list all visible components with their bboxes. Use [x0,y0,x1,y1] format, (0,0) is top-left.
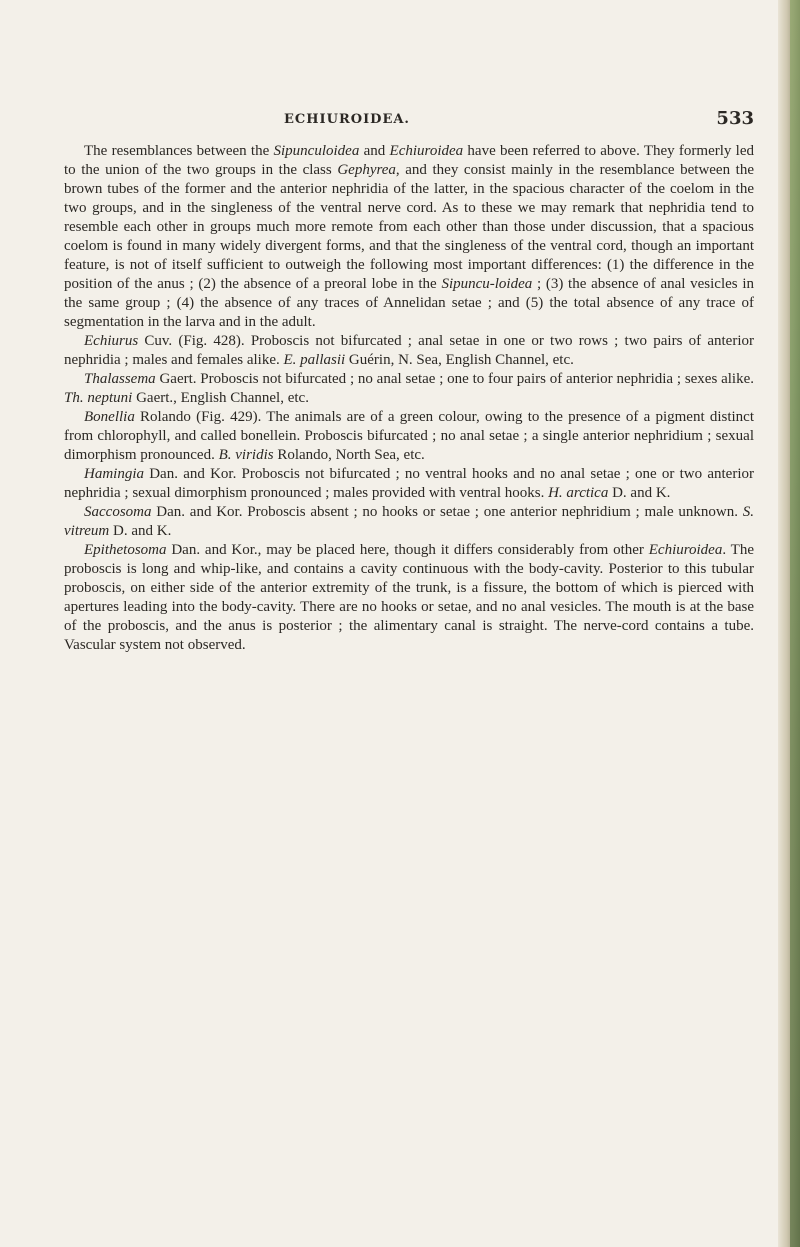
text-run: Dan. and Kor. Proboscis absent ; no hooks or setae ; one anterior nephridium ; male unknown. [151,504,743,520]
text-run: The resemblances between the [84,143,274,159]
text-run: D. and K. [608,485,671,501]
text-run: Gaert., English Channel, etc. [132,390,309,406]
page-number: 533 [716,108,754,129]
text-run: Dan. and Kor. Proboscis not bifurcated ; no ventral hooks and no anal setae ; one or two anterior nephridia ; sexual dimorphism pronounced ; males provided with ventral hooks. [64,466,754,501]
italic-term: Epithetosoma [84,542,167,558]
italic-term: Echiuroidea [648,542,723,558]
paragraph-bonellia [64,408,754,465]
body-text [64,142,754,655]
text-run: Rolando (Fig. 429). The animals are of a green colour, owing to the presence of a pigment distinct from chlorophyll, and called bonellein. Proboscis bifurcated ; no anal setae ; a single anterior nephridium ; sexual dimorphism pronounced. [64,409,754,463]
text-run: D. and K. [109,523,172,539]
page-edge-shadow [778,0,800,1247]
page-header [64,108,754,132]
page-edge-tint [790,0,800,1247]
italic-term: Thalassema [84,371,156,387]
italic-term: Saccosoma [84,504,152,520]
text-run: Rolando, North Sea, etc. [273,447,425,463]
text-run: Guérin, N. Sea, English Channel, etc. [345,352,574,368]
italic-term: B. viridis [218,447,274,463]
text-run: ; (3) the absence of anal vesicles in the same group ; (4) the absence of any traces of Annelidan setae ; and (5) the total absence of any trace of segmentation in the larva and in the adult. [64,276,754,330]
paragraph-intro [64,142,754,332]
italic-term: Echiurus [84,333,139,349]
text-run: and [359,143,390,159]
text-run: . The proboscis is long and whip-like, and contains a cavity continuous with the body-cavity. Posterior to this tubular proboscis, on either side of the anterior extremity of the trunk, is a fissure, the bottom of which is pierced with apertures leading into the body-cavity. There are no hooks or setae, and no anal vesicles. The mouth is at the base of the proboscis, and the anus is posterior ; the alimentary canal is straight. The nerve-cord contains a tube. Vascular system not observed. [64,542,754,653]
text-run: Gaert. Proboscis not bifurcated ; no anal setae ; one to four pairs of anterior nephridia ; sexes alike. [155,371,754,387]
italic-term: Sipunculoidea [273,143,360,159]
text-run: Cuv. (Fig. 428). Proboscis not bifurcated ; anal setae in one or two rows ; two pairs of anterior nephridia ; males and females alike. [64,333,754,368]
text-run: , and they consist mainly in the resemblance between the brown tubes of the former and the anterior nephridia of the latter, in the spacious character of the coelom in the two groups, and in the singleness of the ventral nerve cord. As to these we may remark that nephridia tend to resemble each other in groups much more remote from each other than those under discussion, that a spacious coelom is found in many widely divergent forms, and that the singleness of the ventral cord, though an important feature, is not of itself sufficient to outweigh the following most important differences: (1) the difference in the position of the anus ; (2) the absence of a preoral lobe in the [64,162,754,292]
running-head: ECHIUROIDEA. [284,112,410,127]
paragraph-saccosoma [64,503,754,541]
paragraph-echiurus [64,332,754,370]
paragraph-epithetosoma [64,541,754,655]
text-run: have been referred to above. They formerly led to the union of the two groups in the class [64,143,754,178]
text-run: Dan. and Kor., may be placed here, though it differs considerably from other [166,542,649,558]
italic-term: Echiuroidea [389,143,464,159]
italic-term: Hamingia [84,466,144,482]
paragraph-thalassema [64,370,754,408]
italic-term: Bonellia [84,409,135,425]
italic-term: Th. neptuni [64,390,133,406]
italic-term: Sipuncu-loidea [441,276,533,292]
italic-term: S. vitreum [64,504,754,539]
italic-term: Gephyrea [337,162,396,178]
italic-term: E. pallasii [283,352,346,368]
italic-term: H. arctica [548,485,609,501]
paragraph-hamingia [64,465,754,503]
